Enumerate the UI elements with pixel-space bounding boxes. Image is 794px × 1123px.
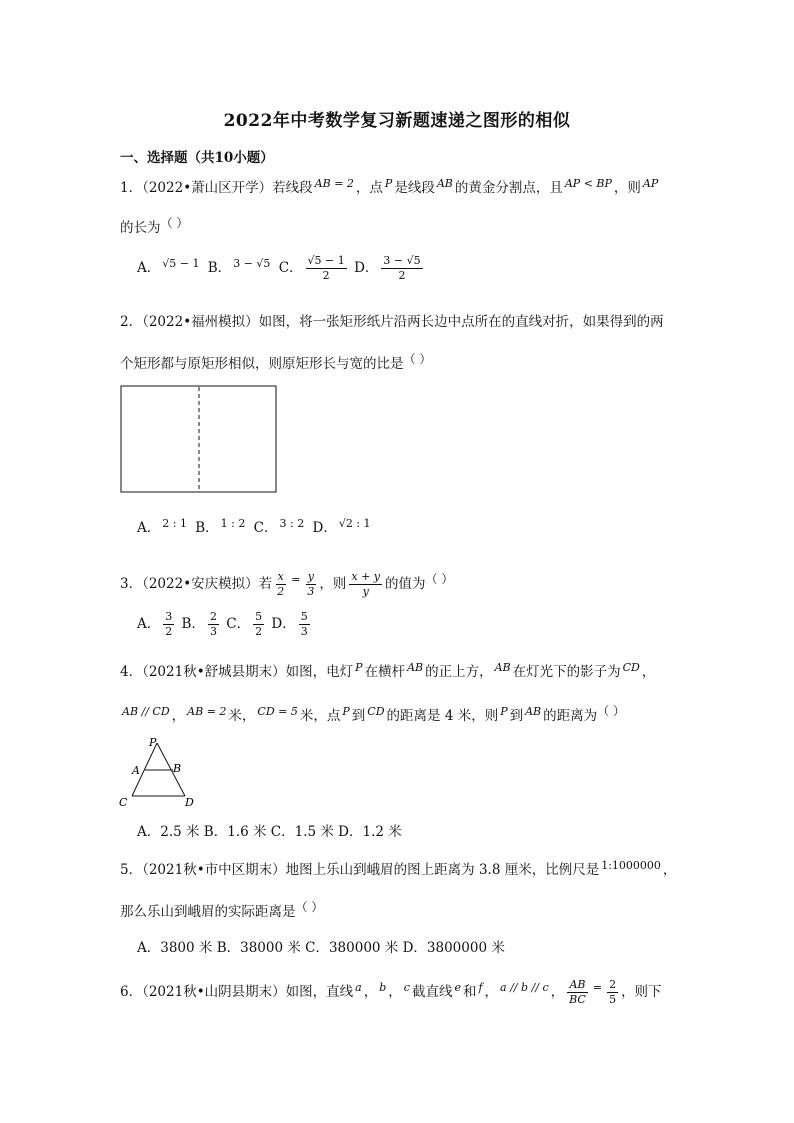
q5-answer-blank: （ ） [295, 900, 324, 914]
q4-math-ab: AB [494, 661, 511, 674]
q4-math-ab: AB [407, 661, 424, 674]
q3-option-a-den: 2 [165, 625, 173, 638]
q1-math-ab-eq: AB = 2 [314, 177, 354, 190]
q2-option-c-label: C． [253, 520, 278, 536]
q5-stem-line2 [120, 898, 324, 920]
q4-text: 的距离是 4 米，则 [386, 708, 499, 724]
q6-text: ， [363, 984, 378, 1000]
q4-text: 4．（2021秋•舒城县期末）如图，电灯 [120, 664, 354, 680]
q4-text: 米，点 [299, 708, 341, 724]
q3-option-b-label: B． [181, 616, 205, 632]
q2-answer-blank: （ ） [403, 352, 432, 366]
q3-option-d-num: 5 [300, 610, 308, 623]
q6-text: 截直线 [411, 984, 453, 1000]
q4-text: 到 [351, 708, 366, 724]
q5-text: 5．（2021秋•市中区期末）地图上乐山到峨眉的图上距离为 3.8 厘米，比例尺是 [120, 862, 600, 878]
q1-text: ，则 [613, 180, 641, 196]
page-title: 2022年中考数学复习新题速递之图形的相似 [223, 111, 571, 131]
q4-options: A．2.5 米 B．1.6 米 C．1.5 米 D．1.2 米 [137, 824, 402, 840]
q4-label-c: C [119, 796, 128, 809]
q3-stem [120, 570, 454, 599]
q6-text: 6．（2021秋•山阴县期末）如图，直线 [120, 984, 354, 1000]
q6-fr-den: BC [569, 993, 586, 1006]
q4-math-cd-5: CD = 5 [257, 705, 298, 718]
q2-option-c-value: 3 : 2 [279, 517, 305, 530]
q1-text: 1．（2022•萧山区开学）若线段 [120, 180, 313, 196]
q2-text: 个矩形都与原矩形相似，则原矩形长与宽的比是 [120, 356, 404, 372]
q4-text: 到 [509, 708, 524, 724]
q4-text: 在横杆 [364, 664, 406, 680]
q4-text: 的正上方， [425, 664, 493, 680]
q2-option-b-label: B． [195, 520, 219, 536]
q2-option-d-value: √2 : 1 [338, 517, 371, 530]
q1-text: ，点 [355, 180, 383, 196]
q3-text: ，则 [319, 576, 347, 592]
q1-math-ab: AB [436, 177, 453, 190]
q6-math-e: e [454, 981, 461, 994]
q6-text: 和 [462, 984, 477, 1000]
q3-option-b-fraction [208, 610, 219, 639]
q6-equals: = [592, 981, 603, 994]
q2-option-a-value: 2 : 1 [162, 517, 187, 530]
q6-fraction-2-5 [607, 978, 618, 1007]
q3-f2-num: y [307, 570, 314, 583]
q4-math-cd: CD [622, 661, 640, 674]
q1-options [137, 254, 426, 283]
q1-option-c-label: C． [278, 260, 303, 276]
q1-text: 的黄金分割点，且 [454, 180, 563, 196]
q2-stem-line1: 2．（2022•福州模拟）如图，将一张矩形纸片沿两长边中点所在的直线对折，如果得到的两 [120, 314, 664, 330]
q6-stem [120, 978, 662, 1007]
q6-math-c: c [403, 981, 410, 994]
q4-label-b: B [173, 762, 182, 775]
q3-option-b-num: 2 [209, 610, 217, 623]
q1-text: 的长为 [120, 220, 161, 236]
q6-math-f: f [478, 981, 483, 994]
q3-f3-num: x + y [351, 570, 381, 583]
q2-options [137, 516, 375, 536]
q1-option-d-num: 3 − √5 [383, 254, 421, 267]
q1-option-c-fraction [306, 254, 347, 283]
q6-math-parallel: a // b // c [500, 981, 549, 994]
q6-text: ， [484, 984, 499, 1000]
q4-text: 米， [228, 708, 256, 724]
q5-text: 那么乐山到峨眉的实际距离是 [120, 904, 296, 920]
q3-option-a-num: 3 [165, 610, 173, 623]
q1-option-b-label: B． [207, 260, 232, 276]
q3-fraction-x2 [275, 570, 286, 599]
q1-stem-line1 [120, 176, 660, 196]
q3-answer-blank: （ ） [425, 572, 454, 586]
q1-math-p: P [384, 177, 393, 190]
q2-option-d-label: D． [312, 520, 337, 536]
q4-text: 在灯光下的影子为 [512, 664, 621, 680]
q2-stem-line2 [120, 350, 432, 372]
q1-text: 是线段 [394, 180, 435, 196]
q3-option-d-fraction [299, 610, 310, 639]
q1-math-ap: AP [642, 177, 659, 190]
q6-text: ， [550, 984, 565, 1000]
q6-text: ，则下 [621, 984, 662, 1000]
q3-f3-den: y [362, 585, 369, 598]
q2-option-a-label: A． [137, 520, 161, 536]
q1-option-c-den: 2 [322, 269, 330, 282]
q4-answer-blank: （ ） [597, 704, 625, 718]
q4-math-p: P [500, 705, 508, 718]
q3-option-c-fraction [253, 610, 264, 639]
q1-stem-line2 [120, 214, 189, 236]
q1-option-d-fraction [381, 254, 422, 283]
q4-text: 的距离为 [543, 708, 598, 724]
q2-option-b-value: 1 : 2 [220, 517, 246, 530]
q5-stem-line1 [120, 858, 676, 878]
q3-equals: = [291, 573, 301, 586]
q3-option-d-den: 3 [300, 625, 308, 638]
q4-text: ， [641, 664, 656, 680]
q4-math-p: P [342, 705, 350, 718]
q6-math-a: a [355, 981, 362, 994]
q1-option-d-label: D． [354, 260, 379, 276]
q4-math-p: P [355, 661, 363, 674]
q3-f2-den: 3 [307, 585, 315, 598]
q6-text: ， [388, 984, 402, 1000]
q6-fr2-num: 2 [609, 978, 617, 991]
q6-fr-num: AB [569, 978, 586, 991]
q1-option-c-num: √5 − 1 [307, 254, 345, 267]
q4-label-d: D [185, 796, 194, 809]
q4-math-ab: AB [525, 705, 542, 718]
q5-text: ， [662, 862, 677, 878]
q3-option-c-num: 5 [255, 610, 263, 623]
q3-option-a-label: A． [137, 616, 161, 632]
q1-option-a-value: √5 − 1 [162, 257, 200, 270]
q4-math-ab-2: AB = 2 [187, 705, 227, 718]
q3-text: 3．（2022•安庆模拟）若 [120, 576, 273, 592]
q2-rectangle-figure [120, 385, 280, 495]
q1-math-ineq: AP < BP [564, 177, 612, 190]
q4-math-parallel: AB // CD [122, 705, 170, 718]
q3-option-d-label: D． [271, 616, 296, 632]
q4-stem-line1 [120, 660, 655, 680]
q4-label-a: A [132, 764, 140, 777]
q3-f1-num: x [277, 570, 284, 583]
q1-answer-blank: （ ） [160, 216, 189, 230]
q3-text: 的值为 [385, 576, 426, 592]
q4-lamp-figure [115, 733, 205, 811]
q4-stem-line2 [120, 702, 625, 724]
q5-scale: 1:1000000 [601, 859, 661, 872]
q3-option-c-label: C． [226, 616, 251, 632]
q6-math-b: b [379, 981, 387, 994]
q3-option-c-den: 2 [255, 625, 263, 638]
q4-math-cd: CD [367, 705, 385, 718]
q6-fraction-ab-bc [567, 978, 588, 1007]
q3-option-a-fraction [163, 610, 174, 639]
q1-option-a-label: A． [137, 260, 161, 276]
q3-options [137, 610, 313, 639]
q1-option-d-den: 2 [398, 269, 406, 282]
q3-fraction-y3 [305, 570, 316, 599]
q4-text: ， [171, 708, 186, 724]
q3-fraction-xy-y [349, 570, 382, 599]
q1-option-b-value: 3 − √5 [233, 257, 271, 270]
q5-options: A．3800 米 B．38000 米 C．380000 米 D．3800000 米 [137, 940, 505, 956]
q4-label-p: P [149, 736, 157, 749]
q3-option-b-den: 3 [209, 625, 217, 638]
section-heading: 一、选择题（共10小题） [120, 150, 274, 166]
q3-f1-den: 2 [277, 585, 285, 598]
q6-fr2-den: 5 [609, 993, 617, 1006]
